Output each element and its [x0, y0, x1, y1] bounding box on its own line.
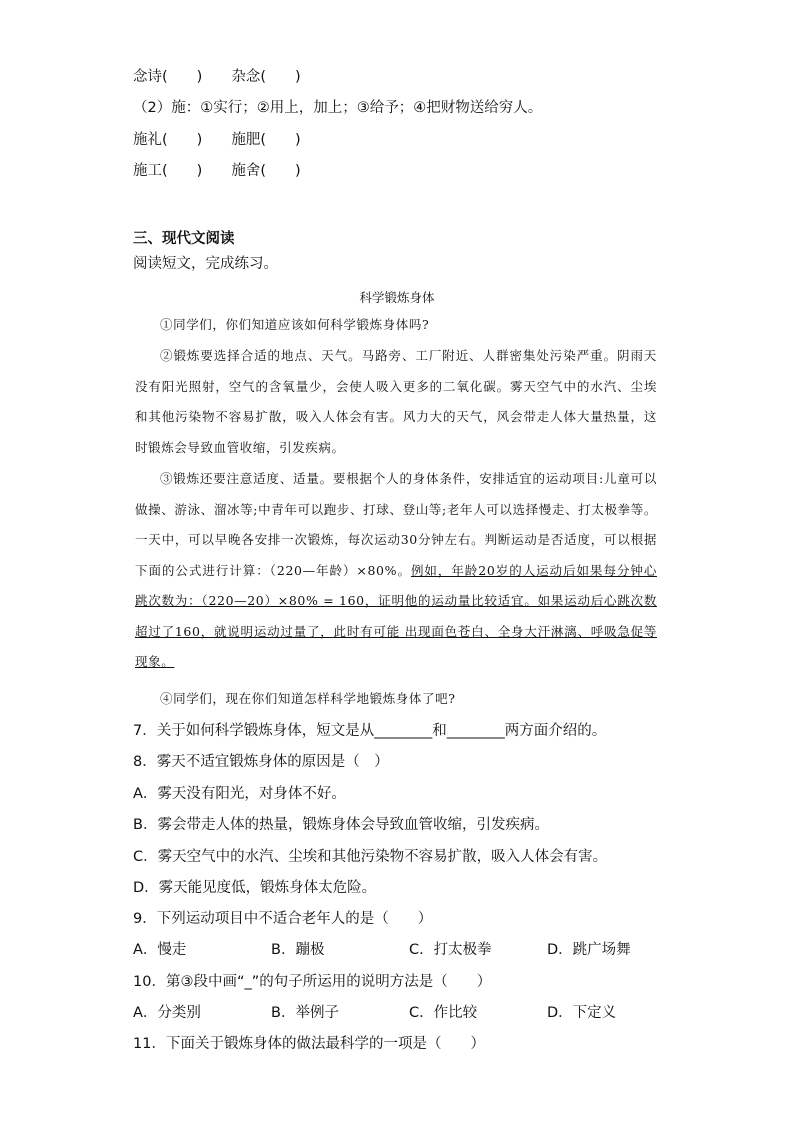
line-shili: 施礼( ) 施肥( ): [133, 132, 301, 148]
question-10-option: A．分类别: [133, 1005, 201, 1021]
article-paragraph-2: ②锻炼要选择合适的地点、天气。马路旁、工厂附近、人群密集处污染严重。阴雨天没有阳光照射，空气的含氧量少，会使人吸入更多的二氧化碳。雾天空气中的水汽、尘埃和其他污染物不容易扩散，吸入人体会有害。风力大的天气，风会带走人体大量热量，这时锻炼会导致血管收缩，引发疾病。: [135, 348, 657, 455]
p3-underlined-sentence: 例如，年龄20岁的人运动后如果每分钟心跳次数为：（220—20）×80% = 160，证明他的运动量比较适宜。如果运动后心跳次数超过了160，就说明运动过量了，此时有可能 出现面色苍白、全身大汗淋漓、呼吸急促等现象。: [135, 562, 658, 669]
question-9: 9．下列运动项目中不适合老年人的是（ ）: [133, 911, 433, 927]
question-9-option: C．打太极拳: [409, 942, 492, 958]
question-10: 10．第③段中画“_”的句子所运用的说明方法是（ ）: [133, 974, 492, 990]
question-9-option: D．跳广场舞: [547, 942, 631, 958]
section-instruction: 阅读短文，完成练习。: [133, 256, 278, 272]
line-nianshi: 念诗( ) 杂念( ): [133, 69, 301, 85]
question-9-option: B．蹦极: [271, 942, 325, 958]
question-8-option-b: B．雾会带走人体的热量，锻炼身体会导致血管收缩，引发疾病。: [133, 817, 549, 833]
p3-plain-text: ③锻炼还要注意适度、适量。要根据个人的身体条件，安排适宜的运动项目:儿童可以做操、游泳、溜冰等;中青年可以跑步、打球、登山等;老年人可以选择慢走、打太极拳等。一天中，可以早晚各安排一次锻炼，每次运动30分钟左右。判断运动是否适度，可以根据下面的公式进行计算：（220—年龄）×80%。: [135, 471, 657, 578]
question-7: 7．关于如何科学锻炼身体，短文是从________和________两方面介绍的。: [133, 723, 607, 739]
section-heading: 三、现代文阅读: [133, 231, 235, 247]
question-8: 8．雾天不适宜锻炼身体的原因是（ ）: [133, 754, 389, 770]
question-10-option: C．作比较: [409, 1005, 478, 1021]
article-paragraph-1: ①同学们，你们知道应该如何科学锻炼身体吗?: [160, 317, 430, 332]
question-8-option-d: D．雾天能见度低，锻炼身体太危险。: [133, 880, 377, 896]
question-10-option: D．下定义: [547, 1005, 617, 1021]
question-8-option-c: C．雾天空气中的水汽、尘埃和其他污染物不容易扩散，吸入人体会有害。: [133, 849, 608, 865]
line-shi-definitions: （2）施：①实行；②用上，加上；③给予；④把财物送给穷人。: [133, 100, 543, 116]
question-8-option-a: A．雾天没有阳光，对身体不好。: [133, 786, 346, 802]
article-paragraph-4: ④同学们，现在你们知道怎样科学地锻炼身体了吧?: [160, 691, 456, 706]
article-paragraph-3: [135, 464, 657, 678]
line-shigong: 施工( ) 施舍( ): [133, 163, 301, 179]
question-10-options: [133, 1003, 685, 1023]
question-9-options: [133, 940, 685, 960]
question-10-option: B．举例子: [271, 1005, 339, 1021]
question-11: 11．下面关于锻炼身体的做法最科学的一项是（ ）: [133, 1036, 485, 1052]
question-9-option: A．慢走: [133, 942, 187, 958]
article-title: 科学锻炼身体: [359, 290, 435, 305]
